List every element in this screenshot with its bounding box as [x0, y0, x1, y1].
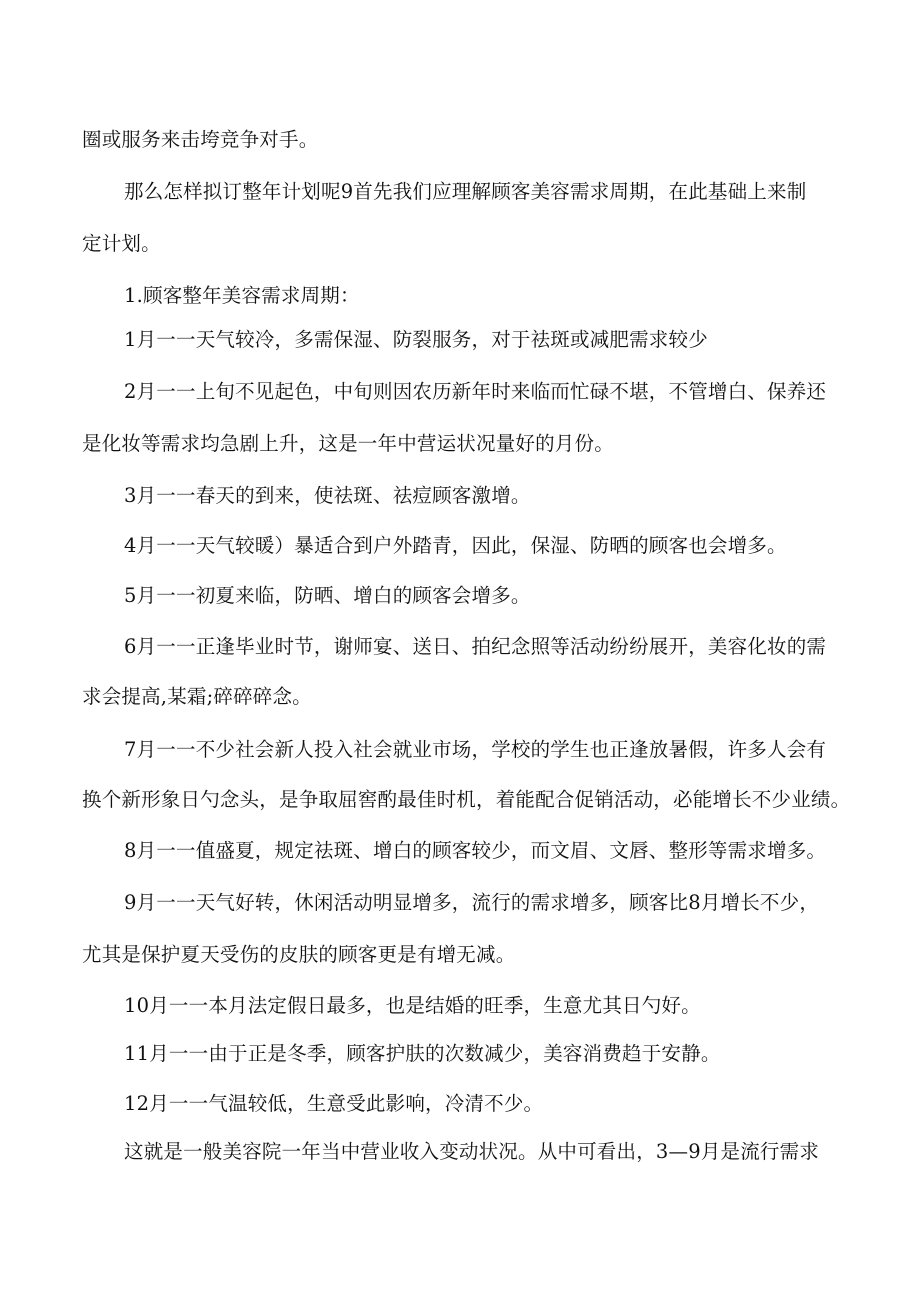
month-7-line-b: 换个新形象日勺念头，是争取屈窖酌最佳时机，着能配合促销活动，必能增长不少业绩。: [82, 788, 851, 811]
month-2-line-b: 是化妆等需求均急剧上升，这是一年中营运状况量好的月份。: [82, 432, 614, 455]
month-11-line: 11月一一由于正是冬季，顾客护肤的次数减少，美容消费趋于安静。: [124, 1042, 721, 1065]
month-10-line: 10月一一本月法定假日最多，也是结婚的旺季，生意尤其日勺好。: [124, 994, 701, 1017]
section-heading: 1.顾客整年美容需求周期：: [124, 284, 360, 307]
month-9-line-a: 9月一一天气好转，休闲活动明显增多，流行的需求增多，顾客比8月增长不少，: [124, 891, 820, 914]
month-8-line: 8月一一值盛夏，规定祛斑、增白的顾客较少，而文眉、文唇、整形等需求增多。: [124, 839, 827, 862]
summary-line: 这就是一般美容院一年当中营业收入变动状况。从中可看出，3—9月是流行需求: [124, 1140, 820, 1163]
text-line-2: 那么怎样拟订整年计划呢9首先我们应理解顾客美容需求周期，在此基础上来制: [124, 180, 807, 203]
text-line-3: 定计划。: [82, 232, 161, 255]
month-6-line-a: 6月一一正逢毕业时节，谢师宴、送日、拍纪念照等活动纷纷展开，美容化妆的需: [124, 635, 827, 658]
month-12-line: 12月一一气温较低，生意受此影响，冷清不少。: [124, 1092, 544, 1115]
text-line-1: 圈或服务来击垮竞争对手。: [82, 128, 319, 151]
month-4-line: 4月一一天气较暖）暴适合到户外踏青，因此，保湿、防晒的顾客也会增多。: [124, 534, 787, 557]
month-2-line-a: 2月一一上旬不见起色，中旬则因农历新年时来临而忙碌不堪，不管增白、保养还: [124, 380, 827, 403]
month-7-line-a: 7月一一不少社会新人投入社会就业市场，学校的学生也正逢放暑假，许多人会有: [124, 738, 827, 761]
month-9-line-b: 尤其是保护夏天受伤的皮肤的顾客更是有增无减。: [82, 943, 516, 966]
month-5-line: 5月一一初夏来临，防晒、增白的顾客会增多。: [124, 584, 531, 607]
month-1-line: 1月一一天气较冷，多需保湿、防裂服务，对于祛斑或减肥需求较少: [124, 328, 708, 351]
month-6-line-b: 求会提高,某霜;碎碎碎念。: [82, 685, 312, 708]
month-3-line: 3月一一春天的到来，使祛斑、祛痘顾客激增。: [124, 484, 531, 507]
